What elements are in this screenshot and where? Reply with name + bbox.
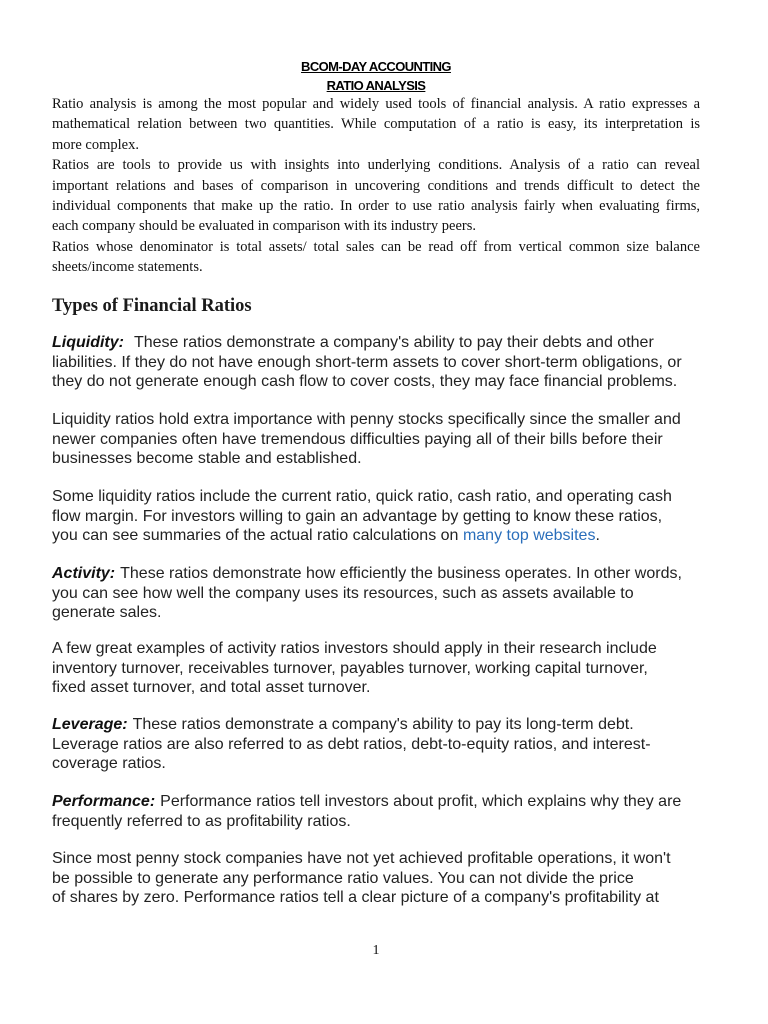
- line-text: These ratios demonstrate a company's ability to pay its long-term debt.: [132, 716, 634, 733]
- term-label: Leverage:: [52, 716, 128, 733]
- paragraph-line: Since most penny stock companies have not yet achieved profitable operations, it won't: [52, 850, 671, 867]
- document-header: [52, 57, 700, 95]
- paragraph-line: they do not generate enough cash flow to cover costs, they may face financial problems.: [52, 373, 678, 391]
- body-paragraph: [52, 849, 742, 908]
- line-text: you can see summaries of the actual ratio calculations on: [52, 527, 459, 545]
- term-label: Activity:: [52, 565, 116, 582]
- line-text: Performance ratios tell investors about profit, which explains why they are: [160, 793, 682, 810]
- paragraph-line: [52, 792, 742, 812]
- paragraph-line: [52, 526, 742, 546]
- paragraph-line: [52, 715, 742, 735]
- intro-paragraph: [52, 94, 700, 155]
- paragraph-line: of shares by zero. Performance ratios tell a clear picture of a company's profitability at: [52, 889, 659, 907]
- body-paragraph: [52, 487, 742, 546]
- paragraph-line: Liquidity ratios hold extra importance with penny stocks specifically since the smaller and: [52, 411, 681, 428]
- body-paragraph: [52, 639, 742, 698]
- paragraph-line: flow margin. For investors willing to gain an advantage by getting to know these ratios,: [52, 507, 663, 525]
- paragraph-line: more complex.: [52, 136, 139, 153]
- paragraph-line: Some liquidity ratios include the current ratio, quick ratio, cash ratio, and operating cash: [52, 488, 672, 505]
- section-heading: Types of Financial Ratios: [52, 296, 252, 316]
- paragraph-line: Leverage ratios are also referred to as debt ratios, debt-to-equity ratios, and interest-: [52, 735, 651, 753]
- performance-paragraph: [52, 792, 742, 831]
- leverage-paragraph: [52, 715, 742, 774]
- websites-link[interactable]: many top websites: [462, 527, 596, 545]
- intro-paragraph: [52, 237, 700, 278]
- paragraph-line: [52, 564, 742, 584]
- paragraph-line: [52, 333, 742, 353]
- paragraph-line: generate sales.: [52, 604, 162, 622]
- paragraph-line: Ratio analysis is among the most popular and widely used tools of financial analysis. A ratio expresses a: [52, 96, 700, 112]
- intro-paragraph: [52, 155, 700, 237]
- paragraph-line: each company should be evaluated in comparison with its industry peers.: [52, 218, 477, 235]
- topic-title-text: RATIO ANALYSIS: [326, 78, 426, 93]
- paragraph-line: individual components that make up the ratio. In order to use ratio analysis fairly when evaluating firms,: [52, 198, 700, 215]
- body-paragraph: [52, 410, 742, 469]
- course-title-text: BCOM-DAY ACCOUNTING: [301, 59, 451, 74]
- paragraph-line: you can see how well the company uses its resources, such as assets available to: [52, 584, 634, 602]
- paragraph-line: A few great examples of activity ratios investors should apply in their research include: [52, 640, 657, 657]
- line-text: .: [595, 527, 600, 545]
- intro-section: [52, 94, 700, 278]
- topic-title: [52, 76, 700, 95]
- line-text: These ratios demonstrate how efficiently the business operates. In other words,: [120, 565, 682, 582]
- paragraph-line: businesses become stable and established.: [52, 450, 362, 468]
- paragraph-line: fixed asset turnover, and total asset turnover.: [52, 679, 371, 697]
- paragraph-line: coverage ratios.: [52, 755, 166, 773]
- term-label: Performance:: [52, 793, 156, 810]
- term-label: Liquidity:: [52, 334, 124, 351]
- course-title: [52, 57, 700, 76]
- paragraph-line: important relations and bases of comparison in uncovering conditions and trends difficult to detect the: [52, 177, 700, 194]
- line-text: These ratios demonstrate a company's ability to pay their debts and other: [133, 334, 654, 351]
- page-number: 1: [372, 943, 380, 958]
- paragraph-line: Ratios are tools to provide us with insights into underlying conditions. Analysis of a ratio can reveal: [52, 157, 700, 174]
- paragraph-line: be possible to generate any performance ratio values. You can not divide the price: [52, 869, 634, 887]
- paragraph-line: frequently referred to as profitability ratios.: [52, 812, 351, 830]
- activity-paragraph: [52, 564, 742, 623]
- paragraph-line: liabilities. If they do not have enough short-term assets to cover short-term obligations, or: [52, 353, 682, 371]
- paragraph-line: newer companies often have tremendous difficulties paying all of their bills before their: [52, 430, 663, 448]
- paragraph-line: inventory turnover, receivables turnover, payables turnover, working capital turnover,: [52, 659, 648, 677]
- paragraph-line: Ratios whose denominator is total assets/ total sales can be read off from vertical common size balance: [52, 238, 700, 255]
- paragraph-line: mathematical relation between two quantities. While computation of a ratio is easy, its interpretation is: [52, 116, 700, 133]
- paragraph-line: sheets/income statements.: [52, 259, 203, 276]
- liquidity-paragraph: [52, 333, 742, 392]
